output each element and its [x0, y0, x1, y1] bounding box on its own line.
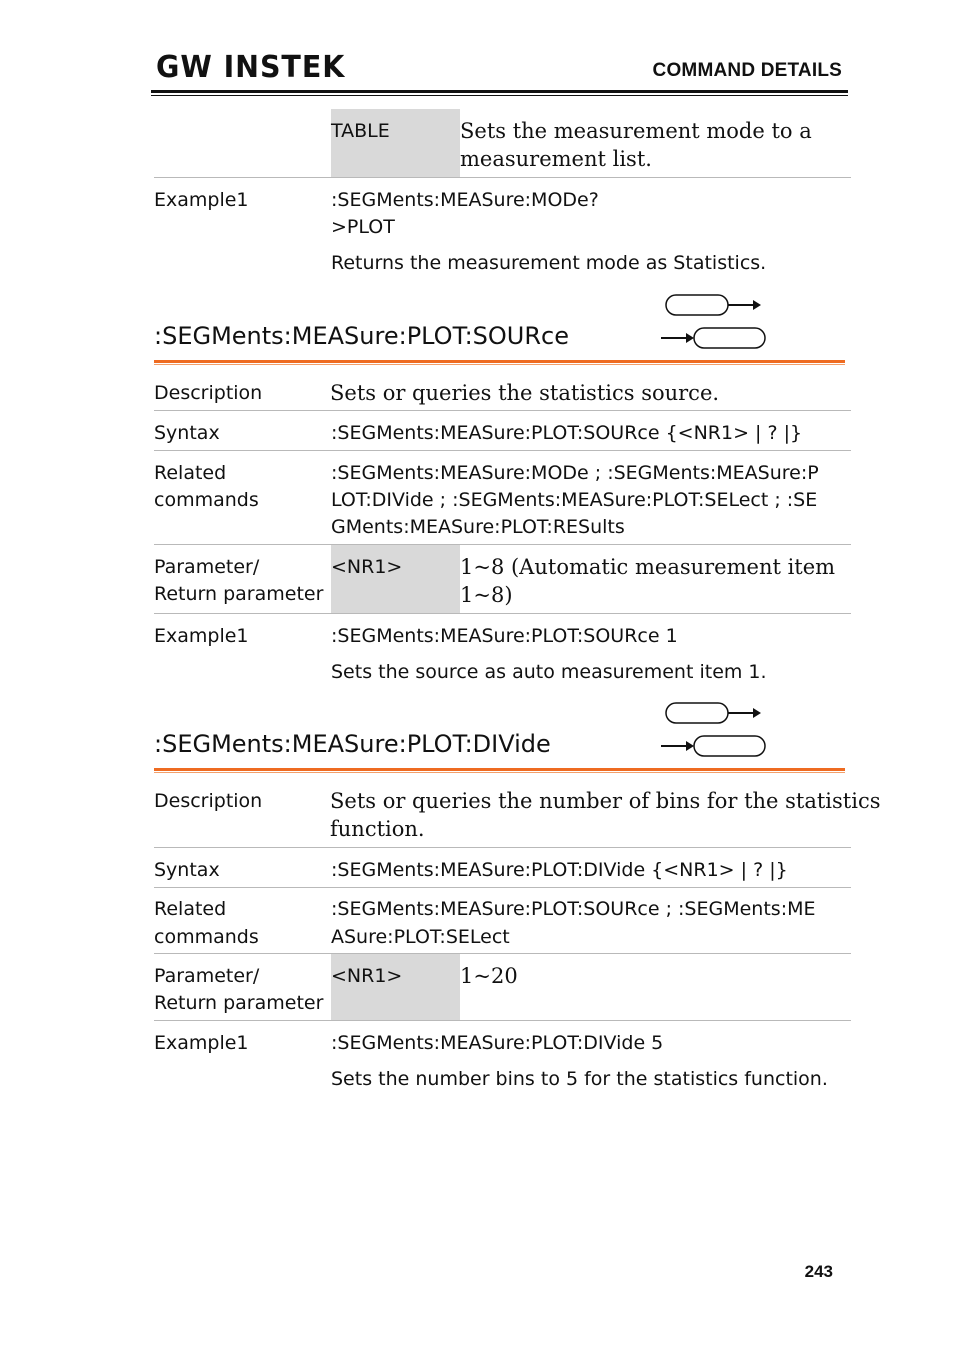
header-rule — [151, 90, 848, 93]
row-divider — [154, 887, 851, 888]
related-commands-line: ASure:PLOT:SELect — [331, 926, 510, 948]
command-heading: :SEGMents:MEASure:PLOT:DIVide — [154, 730, 551, 758]
heading-underline — [154, 360, 845, 363]
example-command: :SEGMents:MEASure:PLOT:DIVide 5 — [331, 1032, 664, 1054]
related-label-2: commands — [154, 926, 259, 948]
example-note: Returns the measurement mode as Statistics. — [331, 252, 767, 274]
description-label: Description — [154, 790, 263, 812]
example-response: >PLOT — [331, 216, 395, 238]
page-number: 243 — [804, 1262, 833, 1281]
header-rule-thin — [151, 95, 848, 96]
row-divider — [154, 613, 851, 614]
row-divider — [154, 847, 851, 848]
description-label: Description — [154, 382, 263, 404]
row-divider — [154, 953, 851, 954]
example-label: Example1 — [154, 1032, 249, 1054]
row-divider — [154, 410, 851, 411]
syntax-label: Syntax — [154, 422, 220, 444]
parameter-label: Parameter/ — [154, 556, 260, 578]
example-note: Sets the source as auto measurement item 1. — [331, 661, 767, 683]
section-title: COMMAND DETAILS — [652, 60, 842, 81]
parameter-desc-2: 1~8) — [460, 583, 513, 607]
related-commands-line: LOT:DIVide ; :SEGMents:MEASure:PLOT:SELect ; :SE — [331, 489, 818, 511]
parameter-name: <NR1> — [331, 965, 403, 987]
parameter-name: <NR1> — [331, 556, 403, 578]
related-label: Related — [154, 462, 227, 484]
parameter-desc: 1~8 (Automatic measurement item — [460, 555, 836, 579]
example-command: :SEGMents:MEASure:MODe? — [331, 189, 599, 211]
related-commands-line: GMents:MEASure:PLOT:RESults — [331, 516, 625, 538]
example-label: Example1 — [154, 625, 249, 647]
description-text-2: function. — [330, 817, 425, 841]
related-label-2: commands — [154, 489, 259, 511]
command-heading: :SEGMents:MEASure:PLOT:SOURce — [154, 322, 570, 350]
parameter-label: Parameter/ — [154, 965, 260, 987]
parameter-desc: 1~20 — [460, 964, 518, 988]
syntax-label: Syntax — [154, 859, 220, 881]
description-text: Sets or queries the statistics source. — [330, 381, 720, 405]
parameter-label-2: Return parameter — [154, 583, 324, 605]
set-query-icon — [658, 700, 770, 760]
row-divider — [154, 450, 851, 451]
heading-underline — [154, 768, 845, 771]
row-divider — [154, 177, 851, 178]
description-text: Sets or queries the number of bins for the statistics — [330, 789, 881, 813]
gw-instek-logo: GW INSTEK — [156, 50, 346, 85]
row-divider — [154, 1020, 851, 1021]
related-label: Related — [154, 898, 227, 920]
heading-underline-thin — [154, 772, 845, 773]
related-commands-line: :SEGMents:MEASure:MODe ; :SEGMents:MEASure:P — [331, 462, 819, 484]
heading-underline-thin — [154, 364, 845, 365]
param-table-desc: Sets the measurement mode to a measurement list. — [460, 119, 812, 171]
row-divider — [154, 544, 851, 545]
example-note: Sets the number bins to 5 for the statistics function. — [331, 1068, 828, 1090]
param-table: TABLE — [331, 120, 390, 142]
syntax-text: :SEGMents:MEASure:PLOT:DIVide {<NR1> | ? |} — [331, 859, 788, 881]
set-query-icon — [658, 292, 770, 352]
syntax-text: :SEGMents:MEASure:PLOT:SOURce {<NR1> | ? |} — [331, 422, 803, 444]
related-commands-line: :SEGMents:MEASure:PLOT:SOURce ; :SEGMents:ME — [331, 898, 816, 920]
parameter-label-2: Return parameter — [154, 992, 324, 1014]
example-label: Example1 — [154, 189, 249, 211]
example-command: :SEGMents:MEASure:PLOT:SOURce 1 — [331, 625, 678, 647]
